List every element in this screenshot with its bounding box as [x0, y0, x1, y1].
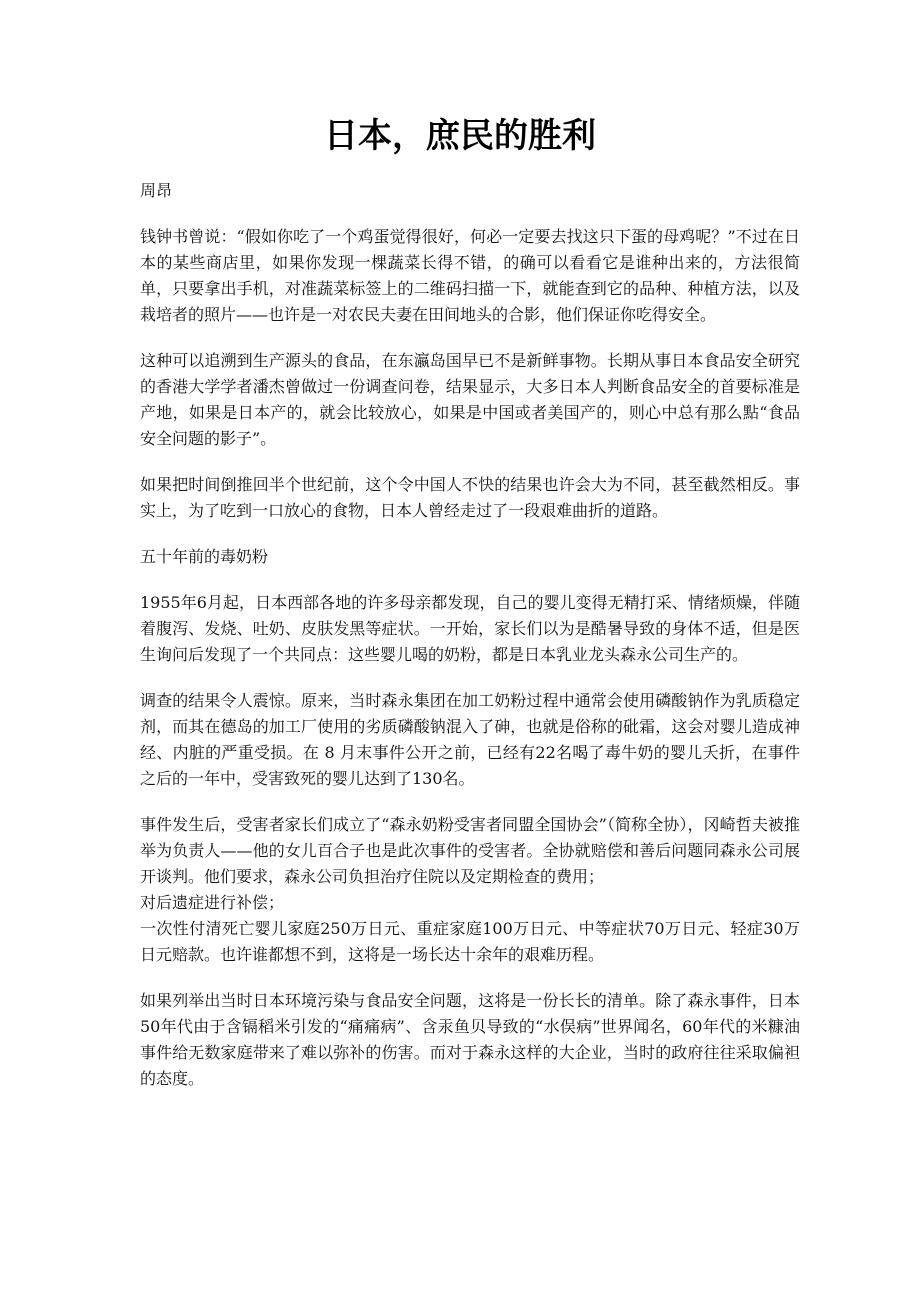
- paragraph-line: 对后遗症进行补偿；: [140, 893, 285, 912]
- section-heading: 五十年前的毒奶粉: [140, 547, 269, 566]
- paragraph: 钱钟书曾说：“假如你吃了一个鸡蛋觉得很好，何必一定要去找这只下蛋的母鸡呢？”不过在日本的某些商店里，如果你发现一棵蔬菜长得不错，的确可以看看它是谁种出来的，方法很简单，只要拿出手机，对准蔬菜标签上的二维码扫描一下，就能查到它的品种、种植方法，以及栽培者的照片——也许是一对农民夫妻在田间地头的合影，他们保证你吃得安全。: [140, 227, 800, 324]
- article-title: 日本，庶民的胜利: [324, 116, 596, 156]
- paragraph: 如果列举出当时日本环境污染与食品安全问题，这将是一份长长的清单。除了森永事件，日本50年代由于含镉稻米引发的“痛痛病”、含汞鱼贝导致的“水俣病”世界闻名，60年代的米糠油事件给无数家庭带来了难以弥补的伤害。而对于森永这样的大企业，当时的政府往往采取偏袒的态度。: [140, 991, 800, 1088]
- paragraph: 事件发生后，受害者家长们成立了“森永奶粉受害者同盟全国协会”（简称全协），冈崎哲夫被推举为负责人——他的女儿百合子也是此次事件的受害者。全协就赔偿和善后问题同森永公司展开谈判。他们要求，森永公司负担治疗住院以及定期检查的费用；: [140, 815, 800, 886]
- article-body: [140, 178, 800, 1112]
- author-line: 周昂: [140, 181, 173, 200]
- paragraph: 调查的结果令人震惊。原来，当时森永集团在加工奶粉过程中通常会使用磷酸钠作为乳质稳定剂，而其在德岛的加工厂使用的劣质磷酸钠混入了砷，也就是俗称的砒霜，这会对婴儿造成神经、内脏的严重受损。在 8 月末事件公开之前，已经有22名喝了毒牛奶的婴儿夭折，在事件之后的一年中，受害致死的婴儿达到了130名。: [140, 691, 800, 788]
- paragraph: 如果把时间倒推回半个世纪前，这个令中国人不快的结果也许会大为不同，甚至截然相反。事实上，为了吃到一口放心的食物，日本人曾经走过了一段艰难曲折的道路。: [140, 475, 800, 520]
- paragraph: 这种可以追溯到生产源头的食品，在东瀛岛国早已不是新鲜事物。长期从事日本食品安全研究的香港大学学者潘杰曾做过一份调查问卷，结果显示，大多日本人判断食品安全的首要标准是产地，如果是日本产的，就会比较放心，如果是中国或者美国产的，则心中总有那么點“食品安全问题的影子”。: [140, 351, 800, 448]
- paragraph-line: 一次性付清死亡婴儿家庭250万日元、重症家庭100万日元、中等症状70万日元、轻症30万日元赔款。也许谁都想不到，这将是一场长达十余年的艰难历程。: [140, 919, 800, 964]
- paragraph: 1955年6月起，日本西部各地的许多母亲都发现，自己的婴儿变得无精打采、情绪烦燥，伴随着腹泻、发烧、吐奶、皮肤发黑等症状。一开始，家长们以为是酷暑导致的身体不适，但是医生询问后发现了一个共同点：这些婴儿喝的奶粉，都是日本乳业龙头森永公司生产的。: [140, 593, 800, 664]
